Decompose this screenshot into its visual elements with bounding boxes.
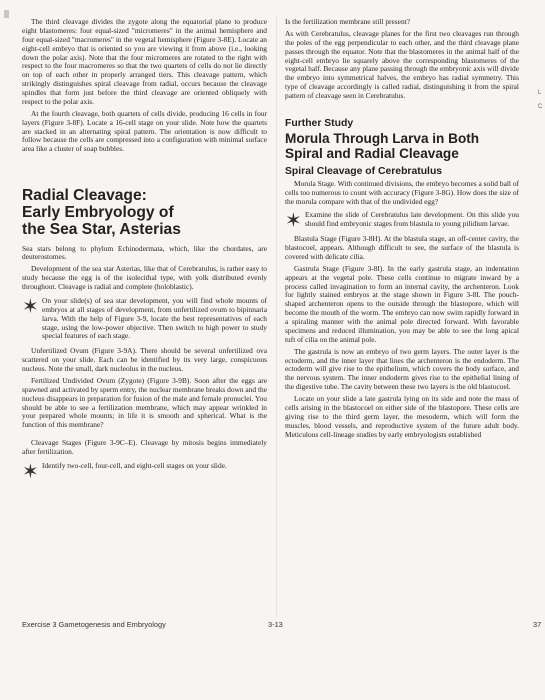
activity-block [22,297,267,341]
activity-text: On your slide(s) of sea star development, you will find whole mounts of embryos at all stages of development, from unfertilized ovum to bipinnaria larva. With the help of Figure 3-9, locate the best representatives of each stage, using the low-power objective. Then switch to high power to study special features of each stage. [42,295,267,341]
paragraph: Development of the sea star Asterias, like that of Cerebratulus, is rather easy to study because the egg is of the isolecithal type, with yolk distributed evenly throughout. Cleavage is radial and complete (holoblastic). [22,264,267,292]
activity-text: Identify two-cell, four-cell, and eight-cell stages on your slide. [42,460,227,470]
edge-mark: L [538,90,542,96]
heading-line: Early Embryology of [22,204,174,222]
paragraph: Cleavage Stages (Figure 3-9C–E). Cleavage by mitosis begins immediately after fertilization. [22,438,267,457]
star-icon: ✶ [22,295,39,318]
heading-line: Spiral and Radial Cleavage [285,145,459,161]
heading-line: Morula Through Larva in Both [285,130,480,146]
edge-mark: C [538,104,543,110]
footer-exercise: Exercise 3 Gametogenesis and Embryology [22,620,166,629]
section-heading [22,187,267,238]
paragraph: As with Cerebratulus, cleavage planes for the first two cleavages run through the poles of the egg perpendicular to each other, and the third cleavage plane passes through the equator. Note that the blastomeres in the animal half of the eight-cell embryo lie squarely above the corresponding blastomeres of the vegetal half. Because any plane passing through the embryonic axis will divide the embryo into symmetrical halves, the embryo has radial symmetry. This type of cleavage accordingly is called radial, distinguishing it from the spiral pattern of cleavage seen in Cerebratulus. [285,28,519,100]
paragraph: Is the fertilization membrane still present? [285,17,410,26]
activity-block [22,460,267,483]
paragraph: Blastula Stage (Figure 3-8H). At the blastula stage, an off-center cavity, the blastocoel, appears. Although difficult to see, the surface of the blastula is covered with delicate cilia. [285,234,519,261]
star-icon: ✶ [22,460,39,483]
heading-line: Radial Cleavage: [22,187,147,205]
paragraph: The gastrula is now an embryo of two germ layers. The outer layer is the ectoderm, and the inner layer that lines the archenteron is the endoderm. The ectoderm will give rise to the epithelium, which covers the body surface, and the nervous system. The inner endoderm gives rise to the epithelial lining of the digestive tube. The cavity between these two layers is the old blastocoel. [285,346,519,392]
footer-page-number: 37 [533,620,542,629]
right-column [285,18,519,442]
paragraph: The third cleavage divides the zygote along the equatorial plane to produce eight blastomeres: four equal-sized "micromeres" in the animal hemisphere and four equal-sized "macromeres" in the vegetal hemisphere (Figure 3-8E). Locate an eight-cell embryo that is oriented so you are viewing it from above (i.e., looking down the polar axis). Note that the four micromeres are rotated to the right with respect to the four macromeres so that the two quartets of cells do not lie directly on top of each other in properly arranged tiers. This cleavage pattern, which strikingly distinguishes spiral cleavage from radial, occurs because the cleavage spindles that form just before the third cleavage are oriented obliquely with respect to the polar axis. [22,17,267,106]
footer-page-id: 3-13 [268,620,283,629]
paragraph: Sea stars belong to phylum Echinodermata, which, like the chordates, are deuterostomes. [22,243,267,262]
paragraph: Morula Stage. With continued divisions, the embryo becomes a solid ball of cells too numerous to count with accuracy (Figure 3-8G). How does the size of the morula compare with that of the undivided egg? [285,178,519,206]
further-study-heading: Further Study [285,117,354,129]
left-column [22,17,267,483]
section-heading [285,132,519,162]
paragraph: At the fourth cleavage, both quartets of cells divide, producing 16 cells in four layers (Figure 3-8F). Locate a 16-cell stage on your slide. Note how the quartets are stacked in an alternating spiral pattern. The orientation is now difficult to follow because the cells are compressed into a configuration with minimal surface area like a cluster of soap bubbles. [22,108,267,154]
paragraph: Unfertilized Ovum (Figure 3-9A). There should be several unfertilized ova scattered on your slide. Each can be identified by its very large, conspicuous nucleus. Note the small, dark nucleolus in the nucleus. [22,346,267,374]
activity-text: Examine the slide of Cerebratulus late development. On this slide you should find embryonic stages from blastula to young pilidium larvae. [305,210,519,229]
activity-block [285,210,519,233]
subsection-heading: Spiral Cleavage of Cerebratulus [285,165,443,177]
heading-line: the Sea Star, Asterias [22,221,181,239]
paragraph: Locate on your slide a late gastrula lying on its side and note the mass of cells arising in the blastocoel on either side of the blastopore. These cells are giving rise to the third germ layer, the mesoderm, which will form the muscles, blood vessels, and reproductive system of the future adult body. Meticulous cell-lineage studies by early embryologists established [285,394,519,439]
paragraph: Gastrula Stage (Figure 3-8I). In the early gastrula stage, an indentation appears at the vegetal pole. These cells continue to migrate inward by a process called invagination to form an internal cavity, the archenteron. Look for lightly stained embryos at the stage shown in Figure 3-8I. The pouch-shaped archenteron opens to the outside through the blastopore, which will become the mouth of the worm. The embryo can now swim rapidly forward in a spiraling manner with the animal pole directed forward. With favorable specimens and reduced illumination, you may be able to see the long apical tuft of cilia on the animal pole. [285,263,519,344]
column-gutter [276,16,277,616]
star-icon: ✶ [285,210,302,233]
paragraph: Fertilized Undivided Ovum (Zygote) (Figure 3-9B). Soon after the eggs are spawned and activated by sperm entry, the nuclear membrane breaks down and the nucleus disappears in preparation for fusion of the male and female pronuclei. You should be able to see a fertilization membrane, which may appear wrinkled in your prepared whole mounts; in life it is smooth and spherical. What is the function of this membrane? [22,375,267,430]
page-corner-mark [4,10,9,18]
